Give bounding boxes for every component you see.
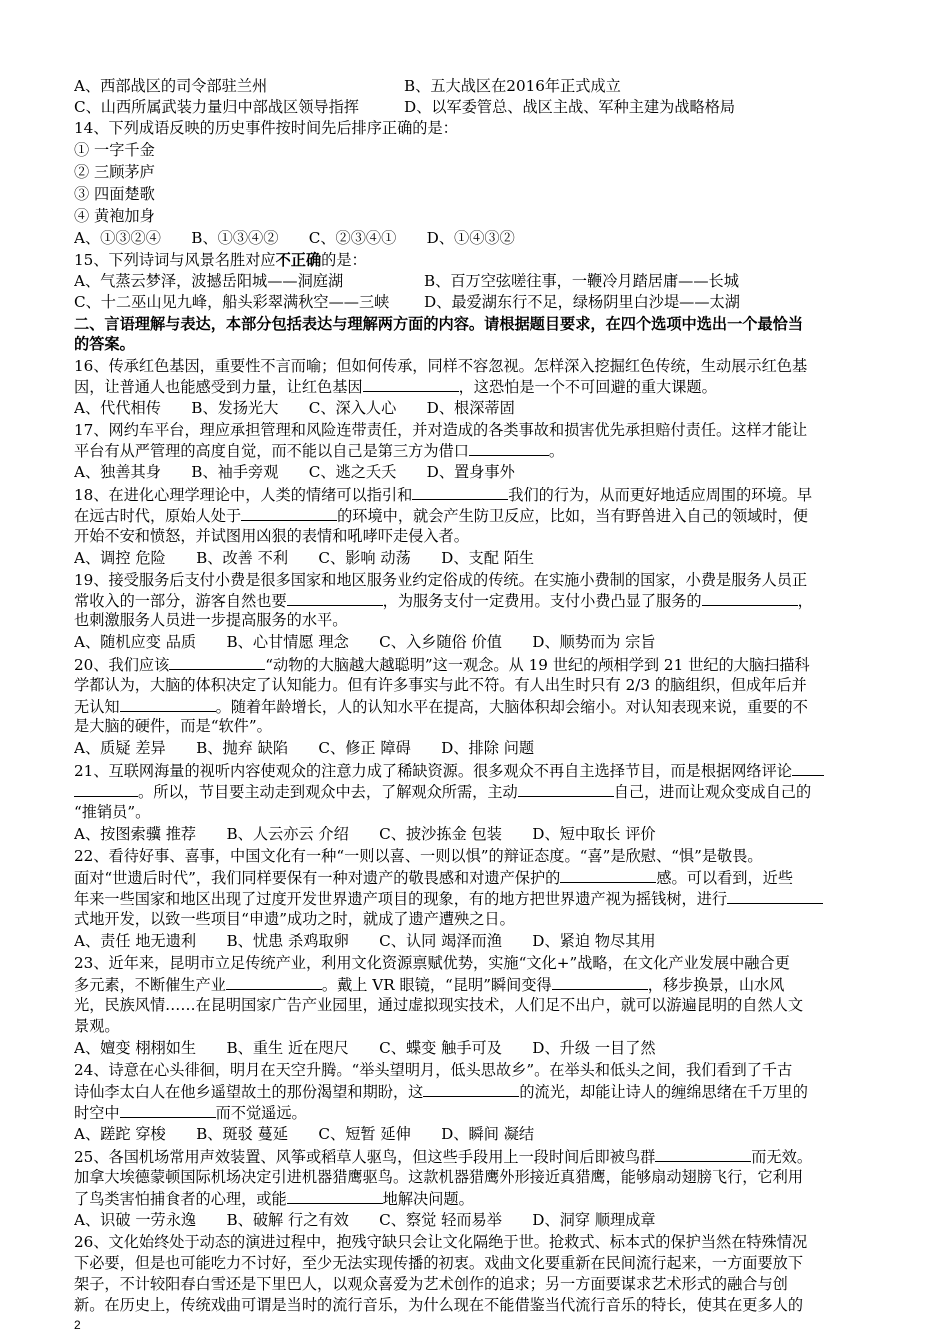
question-21-options: A、按图索骥 推荐 B、人云亦云 介绍 C、披沙拣金 包装 D、短中取长 评价 (74, 825, 656, 843)
option-line (74, 271, 904, 292)
question-23-options: A、嬗变 栩栩如生 B、重生 近在咫尺 C、蝶变 触手可及 D、升级 一目了然 (74, 1039, 656, 1057)
text: 的环境中，就会产生防卫反应，比如，当有野兽进入自己的领域时，便 (337, 507, 808, 525)
text: 平台有从严管理的高度自觉，而不能以自己是第三方为借口 (74, 442, 469, 460)
option-a: A、气蒸云梦泽，波撼岳阳城——洞庭湖 (74, 272, 344, 290)
text: 了鸟类害怕捕食者的心理，或能 (74, 1190, 287, 1208)
paragraph-line: 是大脑的硬件，而是“软件”。 (74, 717, 272, 735)
section-heading: 二、言语理解与表达，本部分包括表达与理解两方面的内容。请根据题目要求，在四个选项中选出一个最恰当 (74, 315, 803, 333)
paragraph-line: 23、近年来，昆明市立足传统产业，利用文化资源禀赋优势，实施“文化+”战略，在文化产业发展中融合更 (74, 954, 790, 972)
option-b: B、百万空弦嗟往事，一鞭冷月踏居庸——长城 (424, 272, 739, 290)
paragraph-line (74, 760, 904, 782)
text: 。随着年龄增长，人的认知水平在提高，大脑体积却会缩小。对认知表现来说，重要的不 (215, 698, 808, 716)
text: 25、各国机场常用声效装置、风筝或稻草人驱鸟，但这些手段用上一段时间后即被鸟群 (74, 1148, 656, 1166)
text: 地解决问题。 (382, 1190, 474, 1208)
blank (552, 974, 648, 990)
paragraph-line (74, 867, 904, 889)
blank (287, 590, 383, 606)
text: 自己，进而让观众变成自己的 (613, 783, 812, 801)
paragraph-line (74, 888, 904, 910)
paragraph-line (74, 696, 904, 718)
option-b: B、五大战区在2016年正式成立 (404, 77, 621, 95)
paragraph-line: 19、接受服务后支付小费是很多国家和地区服务业约定俗成的传统。在实施小费制的国家，小费是服务人员正 (74, 571, 808, 589)
question-15-stem (74, 250, 904, 271)
text: 在远古时代，原始人处于 (74, 507, 242, 525)
option-d: D、以军委管总、战区主战、军种主建为战略格局 (404, 98, 736, 116)
text: ，为服务支付一定费用。支付小费凸显了服务的 (382, 592, 702, 610)
question-19-options: A、随机应变 品质 B、心甘情愿 理念 C、入乡随俗 价值 D、顺势而为 宗旨 (74, 633, 656, 651)
paragraph-line: 也刺激服务人员进一步提高服务的水平。 (74, 611, 348, 629)
text: 多元素，不断催生产业 (74, 976, 226, 994)
paragraph-line (74, 440, 904, 462)
option-a: A、西部战区的司令部驻兰州 (74, 77, 268, 95)
paragraph-line (74, 974, 904, 996)
paragraph-line (74, 1146, 904, 1168)
paragraph-line (74, 1188, 904, 1210)
paragraph-line: 17、网约车平台，理应承担管理和风险连带责任，并对造成的各类事故和损害优先承担赔付责任。这样才能让 (74, 421, 808, 439)
question-20-options: A、质疑 差异 B、抛弃 缺陷 C、修正 障碍 D、排除 问题 (74, 739, 535, 757)
paragraph-line (74, 781, 904, 803)
paragraph-line: 22、看待好事、喜事，中国文化有一种“一则以喜、一则以惧”的辩证态度。“喜”是欣慰、“惧”是敬畏。 (74, 847, 763, 865)
blank (560, 867, 656, 883)
stem-text: 15、下列诗词与风景名胜对应 (74, 251, 276, 269)
text: 因，让普通人也能感受到力量，让红色基因 (74, 378, 363, 396)
text: 无认知 (74, 698, 120, 716)
text: “动物的大脑越大越聪明”这一观念。从 19 世纪的颅相学到 21 世纪的大脑扫描科 (265, 656, 810, 674)
option-c: C、十二巫山见九峰，船头彩翠满秋空——三峡 (74, 293, 390, 311)
stem-text: 的是： (321, 251, 367, 269)
paragraph-line (74, 590, 904, 612)
question-18-options: A、调控 危险 B、改善 不利 C、影响 动荡 D、支配 陌生 (74, 549, 535, 567)
blank (727, 888, 823, 904)
question-17-options: A、独善其身 B、袖手旁观 C、逃之夭夭 D、置身事外 (74, 463, 515, 481)
emphasis-text: 不正确 (275, 251, 322, 269)
text: 。 (548, 442, 565, 460)
text: 而无效。 (751, 1148, 813, 1166)
question-14-stem: 14、下列成语反映的历史事件按时间先后排序正确的是： (74, 119, 458, 137)
blank (412, 484, 508, 500)
list-item: ① 一字千金 (74, 141, 155, 159)
blank (120, 1102, 216, 1118)
paragraph-line: 加拿大埃德蒙顿国际机场决定引进机器猎鹰驱鸟。这款机器猎鹰外形接近真猎鹰，能够扇动翅膀飞行，它利用 (74, 1168, 803, 1186)
paragraph-line: 新。在历史上，传统戏曲可谓是当时的流行音乐，为什么现在不能借鉴当代流行音乐的特长，使其在更多人的 (74, 1296, 803, 1314)
option-c: C、山西所属武装力量归中部战区领导指挥 (74, 98, 359, 116)
blank (518, 781, 614, 797)
text: 。戴上 VR 眼镜，“昆明”瞬间变得 (321, 976, 552, 994)
question-14-options: A、①③②④ B、①③④② C、②③④① D、①④③② (74, 229, 515, 247)
paragraph-line: 24、诗意在心头徘徊，明月在天空升腾。“举头望明月，低头思故乡”。在举头和低头之间，我们看到了千古 (74, 1061, 793, 1079)
section-heading: 的答案。 (74, 335, 135, 353)
option-d: D、最爱湖东行不足，绿杨阴里白沙堤——太湖 (424, 293, 740, 311)
list-item: ③ 四面楚歌 (74, 185, 155, 203)
paragraph-line: 架子，不计较阳春白雪还是下里巴人，以观众喜爱为艺术创作的追求；另一方面要谋求艺术形式的融合与创 (74, 1275, 788, 1293)
text: 21、互联网海量的视听内容使观众的注意力成了稀缺资源。很多观众不再自主选择节目，而是根据网络评论 (74, 762, 792, 780)
text: 常收入的一部分，游客自然也要 (74, 592, 287, 610)
paragraph-line: 式地开发，以致一些项目“申遗”成功之时，就成了遗产遭殃之日。 (74, 910, 515, 928)
paragraph-line (74, 484, 904, 506)
blank (702, 590, 798, 606)
paragraph-line (74, 1081, 904, 1103)
paragraph-line: 景观。 (74, 1017, 120, 1035)
blank (423, 1081, 519, 1097)
question-22-options: A、责任 地无遗利 B、忧患 杀鸡取卵 C、认同 竭泽而渔 D、紧迫 物尽其用 (74, 932, 656, 950)
paragraph-line: 下必要，但是也可能吃力不讨好，至少无法实现传播的初衷。戏曲文化要重新在民间流行起来，一方面要放下 (74, 1254, 803, 1272)
list-item: ② 三顾茅庐 (74, 163, 155, 181)
text: 的流光，却能让诗人的缠绵思绪在千万里的 (519, 1083, 808, 1101)
text: 。所以，节目要主动走到观众中去，了解观众所需，主动 (138, 783, 518, 801)
blank (655, 1146, 751, 1162)
question-24-options: A、蹉跎 穿梭 B、斑驳 蔓延 C、短暂 延伸 D、瞬间 凝结 (74, 1125, 535, 1143)
text: ，这恐怕是一个不可回避的重大课题。 (458, 378, 717, 396)
text: 我们的行为，从而更好地适应周围的环境。早 (508, 486, 813, 504)
blank (169, 654, 265, 670)
paragraph-line: 26、文化始终处于动态的演进过程中，抱残守缺只会让文化隔绝于世。抢救式、标本式的保护当然在特殊情况 (74, 1233, 808, 1251)
paragraph-line: “推销员”。 (74, 803, 151, 821)
paragraph-line (74, 376, 904, 398)
text: ， (797, 592, 813, 610)
question-25-options: A、识破 一劳永逸 B、破解 行之有效 C、察觉 轻而易举 D、洞穿 顺理成章 (74, 1211, 656, 1229)
text: 20、我们应该 (74, 656, 170, 674)
text: 诗仙李太白人在他乡遥望故土的那份渴望和期盼，这 (74, 1083, 424, 1101)
option-line (74, 76, 904, 97)
text: 时空中 (74, 1104, 120, 1122)
paragraph-line (74, 654, 904, 676)
text: 感。可以看到，近些 (656, 869, 794, 887)
blank (226, 974, 322, 990)
list-item: ④ 黄袍加身 (74, 207, 155, 225)
blank (363, 376, 459, 392)
blank (469, 440, 549, 456)
blank (792, 760, 824, 776)
paragraph-line: 学都认为，大脑的体积决定了认知能力。但有许多事实与此不符。有人出生时只有 2/3 的脑组织，但成年后并 (74, 676, 807, 694)
paragraph-line (74, 1102, 904, 1124)
paragraph-line (74, 505, 904, 527)
text: 18、在进化心理学理论中，人类的情绪可以指引和 (74, 486, 413, 504)
page-number: 2 (74, 1318, 81, 1332)
paragraph-line: 光，民族风情……在昆明国家广告产业园里，通过虚拟现实技术，人们足不出户，就可以游遍昆明的自然人文 (74, 996, 803, 1014)
text: 而不觉遥远。 (215, 1104, 307, 1122)
option-line (74, 97, 904, 118)
blank (120, 696, 216, 712)
text: 年来一些国家和地区出现了过度开发世界遗产项目的现象，有的地方把世界遗产视为摇钱树，进行 (74, 890, 728, 908)
blank (241, 505, 337, 521)
blank (287, 1188, 383, 1204)
text: 面对“世遗后时代”，我们同样要保有一种对遗产的敬畏感和对遗产保护的 (74, 869, 561, 887)
option-line (74, 292, 904, 313)
text: ，移步换景，山水风 (647, 976, 785, 994)
question-16-options: A、代代相传 B、发扬光大 C、深入人心 D、根深蒂固 (74, 399, 515, 417)
paragraph-line: 16、传承红色基因，重要性不言而喻；但如何传承，同样不容忽视。怎样深入挖掘红色传统，生动展示红色基 (74, 357, 808, 375)
paragraph-line: 开始不安和愤怒，并试图用凶狠的表情和吼哮吓走侵入者。 (74, 527, 469, 545)
blank (74, 781, 138, 797)
